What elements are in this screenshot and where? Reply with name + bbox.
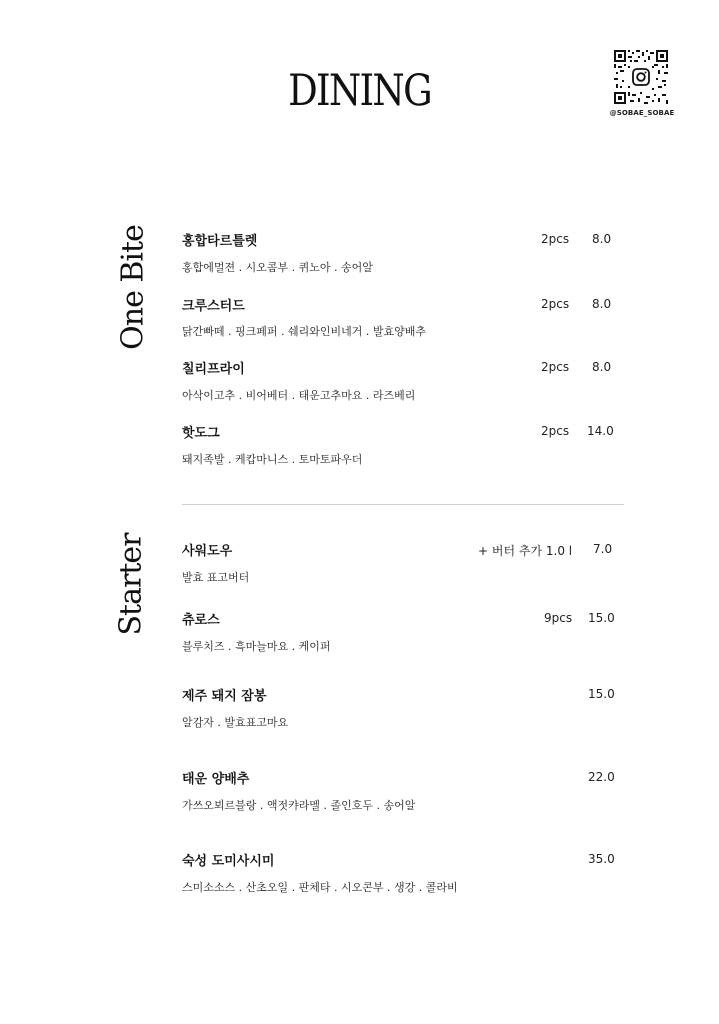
page-title: DINING xyxy=(288,66,431,116)
item-name: 제주 돼지 잠봉 xyxy=(182,689,267,704)
item-desc: 가쓰오뵈르블랑 . 액젓캬라멜 . 졸인호두 . 송어알 xyxy=(182,799,416,812)
instagram-handle: @SOBAE_SOBAE xyxy=(609,109,675,117)
item-price: 22.0 xyxy=(588,770,615,784)
section-label-one-bite: One Bite xyxy=(115,225,151,350)
item-name: 크루스터드 xyxy=(182,299,245,314)
item-price: 8.0 xyxy=(592,360,612,374)
section-divider xyxy=(182,504,624,505)
item-price: 15.0 xyxy=(588,687,615,701)
item-qty: 9pcs xyxy=(544,611,573,625)
item-qty: 2pcs xyxy=(541,232,570,246)
item-desc: 스미소소스 . 산초오일 . 판체타 . 시오콘부 . 생강 . 콜라비 xyxy=(182,881,458,894)
item-qty: 2pcs xyxy=(541,424,570,438)
item-desc: 블루치즈 . 흑마늘마요 . 케이퍼 xyxy=(182,640,331,653)
section-label-starter: Starter xyxy=(113,533,149,636)
item-desc: 돼지족발 . 케캅마니스 . 토마토파우더 xyxy=(182,453,363,466)
item-price: 8.0 xyxy=(592,297,612,311)
item-price: 15.0 xyxy=(588,611,615,625)
item-name: 츄로스 xyxy=(182,613,220,628)
item-name: 홍합타르틀렛 xyxy=(182,234,258,249)
item-desc: 닭간빠떼 . 핑크페퍼 . 쉐리와인비네거 . 발효양배추 xyxy=(182,325,426,338)
item-desc: 아삭이고추 . 비어베터 . 태운고추마요 . 라즈베리 xyxy=(182,389,416,402)
item-name: 숙성 도미사시미 xyxy=(182,854,275,869)
item-qty: + 버터 추가 1.0 l xyxy=(478,544,573,558)
item-price: 14.0 xyxy=(587,424,614,438)
item-price: 35.0 xyxy=(588,852,615,866)
item-name: 태운 양배추 xyxy=(182,772,250,787)
item-name: 칠리프라이 xyxy=(182,362,245,377)
item-desc: 알감자 . 발효표고마요 xyxy=(182,716,289,729)
item-qty: 2pcs xyxy=(541,297,570,311)
item-desc: 발효 표고버터 xyxy=(182,571,250,584)
item-price: 8.0 xyxy=(592,232,612,246)
item-name: 사워도우 xyxy=(182,544,233,559)
qr-code xyxy=(614,50,668,104)
item-qty: 2pcs xyxy=(541,360,570,374)
item-desc: 홍합에멀젼 . 시오콤부 . 퀴노아 . 송어알 xyxy=(182,261,373,274)
item-name: 핫도그 xyxy=(182,426,220,441)
item-price: 7.0 xyxy=(593,542,613,556)
